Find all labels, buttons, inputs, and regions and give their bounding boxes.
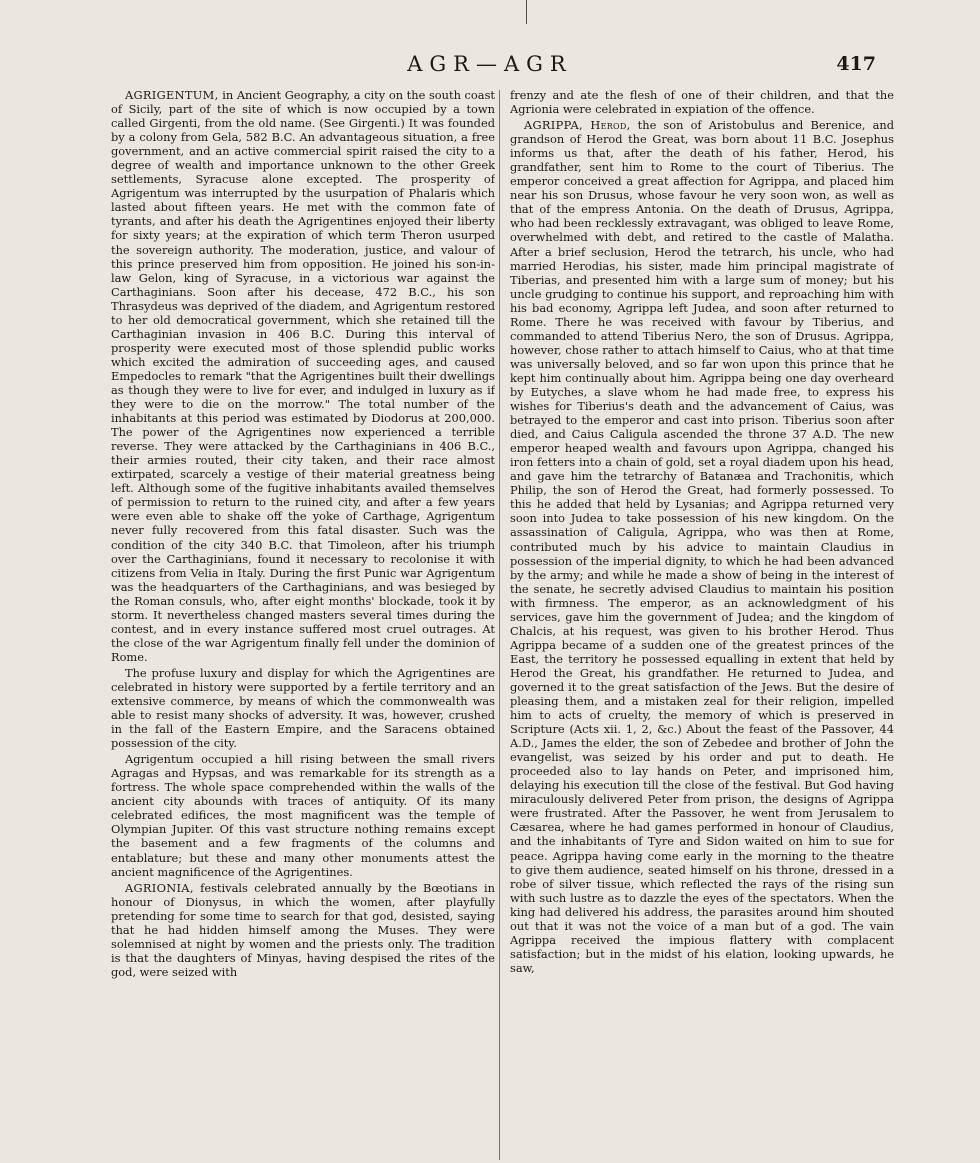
entry-agrippa-herod <box>510 118 894 975</box>
page-number: 417 <box>836 53 876 75</box>
paragraph-continued: frenzy and ate the flesh of one of their children, and that the Agrionia were celebrated in expiation of the offence. <box>510 88 894 117</box>
running-head: AGR—AGR <box>407 52 573 76</box>
entry-term: AGRIPPA, Herod, <box>524 118 631 133</box>
left-column <box>111 88 495 1163</box>
entry-term: AGRIONIA, <box>125 880 194 895</box>
entry-text: the son of Aristobulus and Berenice, and grandson of Herod the Great, was born about 11 B.C. Josephus informs us that, after the death of his father, Herod, his grandfather, sent him to Rome to the court of Tiberius. The emperor conceived a great affection for Agrippa, and placed him near his son Drusus, whose favour he very soon won, as well as that of the empress Antonia. On the death of Drusus, Agrippa, who had been recklessly extravagant, was obliged to leave Rome, overwhelmed with debt, and retired to the castle of Malatha. After a brief seclusion, Herod the tetrarch, his uncle, who had married Herodias, his sister, made him principal magistrate of Tiberias, and presented him with a large sum of money; but his uncle grudging to continue his support, and reproaching him with his bad economy, Agrippa left Judea, and soon after returned to Rome. There he was received with favour by Tiberius, and commanded to attend Tiberius Nero, the son of Drusus. Agrippa, however, chose rather to attach himself to Caius, who at that time was universally beloved, and so far won upon this prince that he kept him continually about him. Agrippa being one day overheard by Eutyches, a slave whom he had made free, to express his wishes for Tiberius's death and the advancement of Caius, was betrayed to the emperor and cast into prison. Tiberius soon after died, and Caius Caligula ascended the throne 37 A.D. The new emperor heaped wealth and favours upon Agrippa, changed his iron fetters into a chain of gold, set a royal diadem upon his head, and gave him the tetrarchy of Batanæa and Trachonitis, which Philip, the son of Herod the Great, had formerly possessed. To this he added that held by Lysanias; and Agrippa returned very soon into Judea to take possession of his new kingdom. On the assassination of Caligula, Agrippa, who was then at Rome, contributed much by his advice to maintain Claudius in possession of the imperial dignity, to which he had been advanced by the army; and while he made a show of being in the interest of the senate, he secretly advised Claudius to maintain his position with firmness. The emperor, as an acknowledgment of his services, gave him the government of Judea; and the kingdom of Chalcis, at his request, was given to his brother Herod. Thus Agrippa became of a sudden one of the greatest princes of the East, the territory he possessed equalling in extent that held by Herod the Great, his grandfather. He returned to Judea, and governed it to the great satisfaction of the Jews. But the desire of pleasing them, and a mistaken zeal for their religion, impelled him to acts of cruelty, the memory of which is preserved in Scripture (Acts xii. 1, 2, &c.) About the feast of the Passover, 44 A.D., James the elder, the son of Zebedee and brother of John the evangelist, was seized by his order and put to death. He proceeded also to lay hands on Peter, and imprisoned him, delaying his execution till the close of the festival. But God having miraculously delivered Peter from prison, the designs of Agrippa were frustrated. After the Passover, he went from Jerusalem to Cæsarea, where he had games performed in honour of Claudius, and the inhabitants of Tyre and Sidon waited on him to sue for peace. Agrippa having come early in the morning to the theatre to give them audience, seated himself on his throne, dressed in a robe of silver tissue, which reflected the rays of the rising sun with such lustre as to dazzle the eyes of the spectators. When the king had delivered his address, the parasites around him shouted out that it was not the voice of a man but of a god. The vain Agrippa received the impious flattery with complacent satisfaction; but in the midst of his elation, looking upwards, he saw, <box>510 118 894 975</box>
right-column <box>510 88 894 1163</box>
entry-agrigentum <box>111 88 495 664</box>
gutter-mark <box>526 0 527 24</box>
column-divider <box>499 90 500 1160</box>
entry-agrionia <box>111 881 495 979</box>
page-header <box>0 52 980 86</box>
paragraph: Agrigentum occupied a hill rising between the small rivers Agragas and Hypsas, and was remarkable for its strength as a fortress. The whole space comprehended within the walls of the ancient city abounds with traces of antiquity. Of its many celebrated edifices, the most magnificent was the temple of Olympian Jupiter. Of this vast structure nothing remains except the basement and a few fragments of the columns and entablature; but these and many other monuments attest the ancient magnificence of the Agrigentines. <box>111 752 495 879</box>
entry-text: in Ancient Geography, a city on the south coast of Sicily, part of the site of which is now occupied by a town called Girgenti, from the old name. (See Girgenti.) It was founded by a colony from Gela, 582 B.C. An advantageous situation, a free government, and an active commercial spirit raised the city to a degree of wealth and importance unknown to the other Greek settlements, Syracuse alone excepted. The prosperity of Agrigentum was interrupted by the usurpation of Phalaris which lasted about fifteen years. He met with the common fate of tyrants, and after his death the Agrigentines enjoyed their liberty for sixty years; at the expiration of which term Theron usurped the sovereign authority. The moderation, justice, and valour of this prince preserved him from opposition. He joined his son-in-law Gelon, king of Syracuse, in a victorious war against the Carthaginians. Soon after his decease, 472 B.C., his son Thrasydeus was deprived of the diadem, and Agrigentum restored to her old democratical government, which she retained till the Carthaginian invasion in 406 B.C. During this interval of prosperity were executed most of those splendid public works which excited the admiration of succeeding ages, and caused Empedocles to remark "that the Agrigentines built their dwellings as though they were to live for ever, and indulged in luxury as if they were to die on the morrow." The total number of the inhabitants at this period was estimated by Diodorus at 200,000. The power of the Agrigentines now experienced a terrible reverse. They were attacked by the Carthaginians in 406 B.C., their armies routed, their city taken, and their race almost extirpated, scarcely a vestige of their material greatness being left. Although some of the fugitive inhabitants availed themselves of permission to return to the ruined city, and after a few years were even able to shake off the yoke of Carthage, Agrigentum never fully recovered from this fatal disaster. Such was the condition of the city 340 B.C. that Timoleon, after his triumph over the Carthaginians, found it necessary to recolonise it with citizens from Velia in Italy. During the first Punic war Agrigentum was the headquarters of the Carthaginians, and was besieged by the Roman consuls, who, after eight months' blockade, took it by storm. It nevertheless changed masters several times during the contest, and in every instance suffered most cruel outrages. At the close of the war Agrigentum finally fell under the dominion of Rome. <box>111 88 495 664</box>
paragraph: The profuse luxury and display for which the Agrigentines are celebrated in history were supported by a fertile territory and an extensive commerce, by means of which the commonwealth was able to resist many shocks of adversity. It was, however, crushed in the fall of the Eastern Empire, and the Saracens obtained possession of the city. <box>111 665 495 751</box>
entry-text: festivals celebrated annually by the Bœotians in honour of Dionysus, in which the women, after playfully pretending for some time to search for that god, desisted, saying that he had hidden himself among the Muses. They were solemnised at night by women and the priests only. The tradition is that the daughters of Minyas, having despised the rites of the god, were seized with <box>111 880 495 979</box>
entry-term: AGRIGENTUM, <box>125 88 219 102</box>
